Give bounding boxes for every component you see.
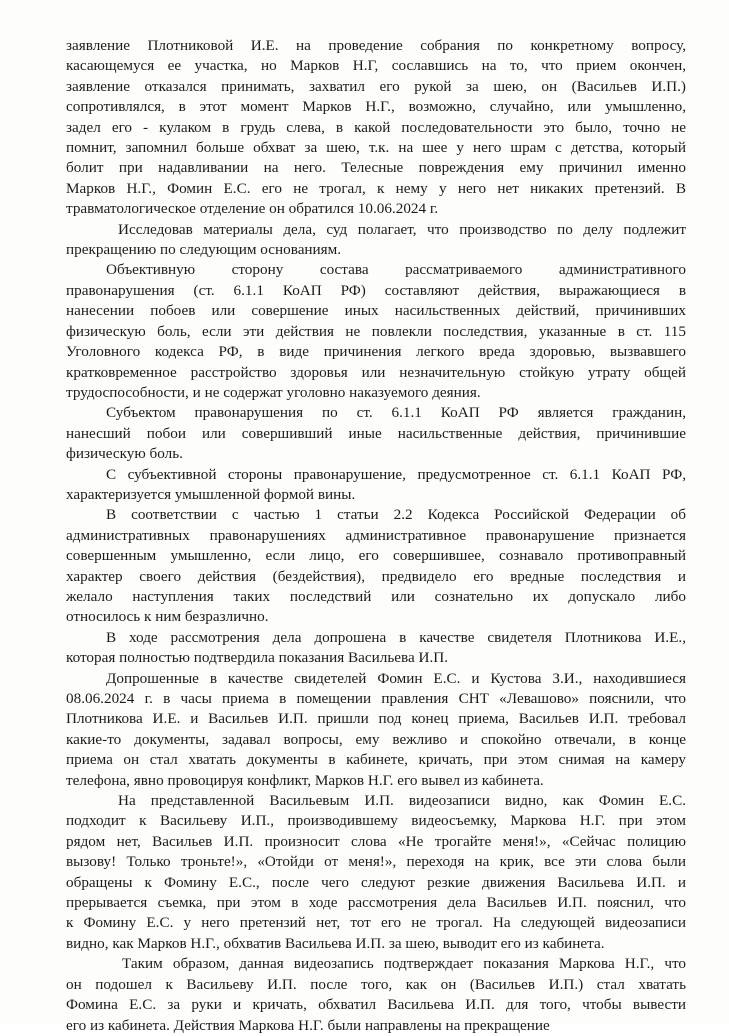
text-line: он подошел к Васильеву И.П. после того, как он (Васильев И.П.) стал хватать [66, 975, 686, 993]
text-line: желало наступления таких последствий или сознательно их допускало либо [66, 587, 686, 605]
text-line: Уголовного кодекса РФ, в виде причинения легкого вреда здоровью, вызвавшего [66, 343, 686, 361]
text-line: видно, как Марков Н.Г., обхватив Васильева И.П. за шею, выводит его из кабинета. [66, 934, 605, 952]
text-line: помнит, запомнил больше обхват за шею, т.к. на шее у него шрам с детства, который [66, 139, 686, 157]
paragraph [66, 628, 686, 669]
text-line: кратковременное расстройство здоровья или незначительную стойкую утрату общей [66, 363, 686, 381]
text-line: которая полностью подтвердила показания Васильева И.П. [66, 649, 449, 667]
paragraph [66, 403, 686, 464]
text-line: характеризуется умышленной формой вины. [66, 485, 356, 503]
text-line: заявление Плотниковой И.Е. на проведение собрания по конкретному вопросу, [66, 37, 686, 54]
text-line: Субъектом правонарушения по ст. 6.1.1 КоАП РФ является гражданин, [106, 404, 686, 422]
text-line: На представленной Васильевым И.П. видеозаписи видно, как Фомин Е.С. [118, 792, 686, 810]
paragraph [66, 669, 686, 791]
text-line: приема он стал хватать документы в кабинете, кричать, при этом снимая на камеру [66, 751, 686, 769]
text-line: болит при надавливании на него. Телесные повреждения ему причинил именно [66, 159, 686, 177]
text-line: административных правонарушениях административное правонарушение признается [66, 526, 686, 544]
text-line: прерывается съемка, при этом в ходе рассмотрения дела Васильев И.П. пояснил, что [66, 894, 686, 912]
text-line: его из кабинета. Действия Маркова Н.Г. были направлены на прекращение [66, 1016, 550, 1034]
text-line: трудоспособности, и не содержат уголовно наказуемого деяния. [66, 383, 481, 401]
text-line: Плотникова И.Е. и Васильев И.П. пришли под конец приема, Васильев И.П. требовал [66, 710, 686, 728]
text-line: рядом нет, Васильев И.П. произносит слова «Не трогайте меня!», «Сейчас полицию [66, 832, 686, 850]
text-line: сопротивлялся, в этот момент Марков Н.Г., возможно, случайно, или умышленно, [66, 98, 686, 116]
paragraph [66, 791, 686, 954]
text-line: совершенным умышленно, если лицо, его совершившее, сознавало противоправный [66, 547, 686, 565]
text-line: заявление отказался принимать, захватил его рукой за шею, он (Васильев И.П.) [66, 77, 686, 95]
text-line: характер своего действия (бездействия), предвидело его вредные последствия и [66, 567, 686, 585]
text-line: В соответствии с частью 1 статьи 2.2 Кодекса Российской Федерации об [106, 506, 686, 524]
text-line: Таким образом, данная видеозапись подтверждает показания Маркова Н.Г., что [122, 955, 686, 973]
text-line: Фомина Е.С. за руки и кричать, обхватил Васильева И.П. для того, чтобы вывести [66, 996, 686, 1014]
text-line: В ходе рассмотрения дела допрошена в качестве свидетеля Плотникова И.Е., [106, 628, 686, 646]
text-line: нанесший побои или совершивший иные насильственные действия, причинившие [66, 424, 686, 442]
text-line: подходит к Васильеву И.П., производившему видеосъемку, Маркова Н.Г. при этом [66, 812, 686, 830]
text-line: задел его - кулаком в грудь слева, в какой последовательности это было, точно не [66, 118, 686, 136]
text-line: Допрошенные в качестве свидетелей Фомин Е.С. и Кустова З.И., находившиеся [106, 669, 686, 687]
text-line: С субъективной стороны правонарушение, предусмотренное ст. 6.1.1 КоАП РФ, [106, 465, 686, 483]
text-line: вызову! Только троньте!», «Отойди от меня!», переходя на крик, все эти слова были [66, 853, 686, 871]
paragraph [66, 260, 686, 403]
paragraph [66, 465, 686, 506]
text-line: Исследовав материалы дела, суд полагает, что производство по делу подлежит [118, 220, 686, 238]
text-line: к Фомину Е.С. у него претензий нет, тот его не трогал. На следующей видеозаписи [66, 914, 686, 932]
text-line: нанесении побоев или совершение иных насильственных действий, причинивших [66, 302, 686, 320]
text-line: 08.06.2024 г. в часы приема в помещении правления СНТ «Левашово» пояснили, что [66, 690, 686, 707]
paragraph [66, 505, 686, 627]
text-line: какие-то документы, задавал вопросы, ему вежливо и спокойно отвечали, в конце [66, 730, 686, 748]
text-line: травматологическое отделение он обратился 10.06.2024 г. [66, 200, 439, 218]
text-line: физическую боль, если эти действия не повлекли последствия, указанные в ст. 115 [66, 322, 686, 340]
text-line: касающемуся ее участка, но Марков Н.Г, сославшись на то, что прием окончен, [66, 57, 686, 75]
text-line: Объективную сторону состава рассматриваемого административного [106, 261, 686, 279]
text-line: Марков Н.Г., Фомин Е.С. его не трогал, к нему у него нет никаких претензий. В [66, 179, 686, 197]
text-line: прекращению по следующим основаниям. [66, 241, 342, 259]
text-line: телефона, явно провоцируя конфликт, Марков Н.Г. его вывел из кабинета. [66, 771, 544, 789]
text-line: правонарушения (ст. 6.1.1 КоАП РФ) составляют действия, выражающиеся в [66, 281, 686, 299]
text-line: обращены к Фомину Е.С., после чего следуют резкие движения Васильева И.П. и [66, 873, 686, 891]
paragraph [66, 220, 686, 261]
paragraph [66, 36, 686, 220]
text-line: физическую боль. [66, 445, 183, 463]
document-body [66, 36, 686, 1036]
text-line: относилось к ним безразлично. [66, 608, 269, 626]
